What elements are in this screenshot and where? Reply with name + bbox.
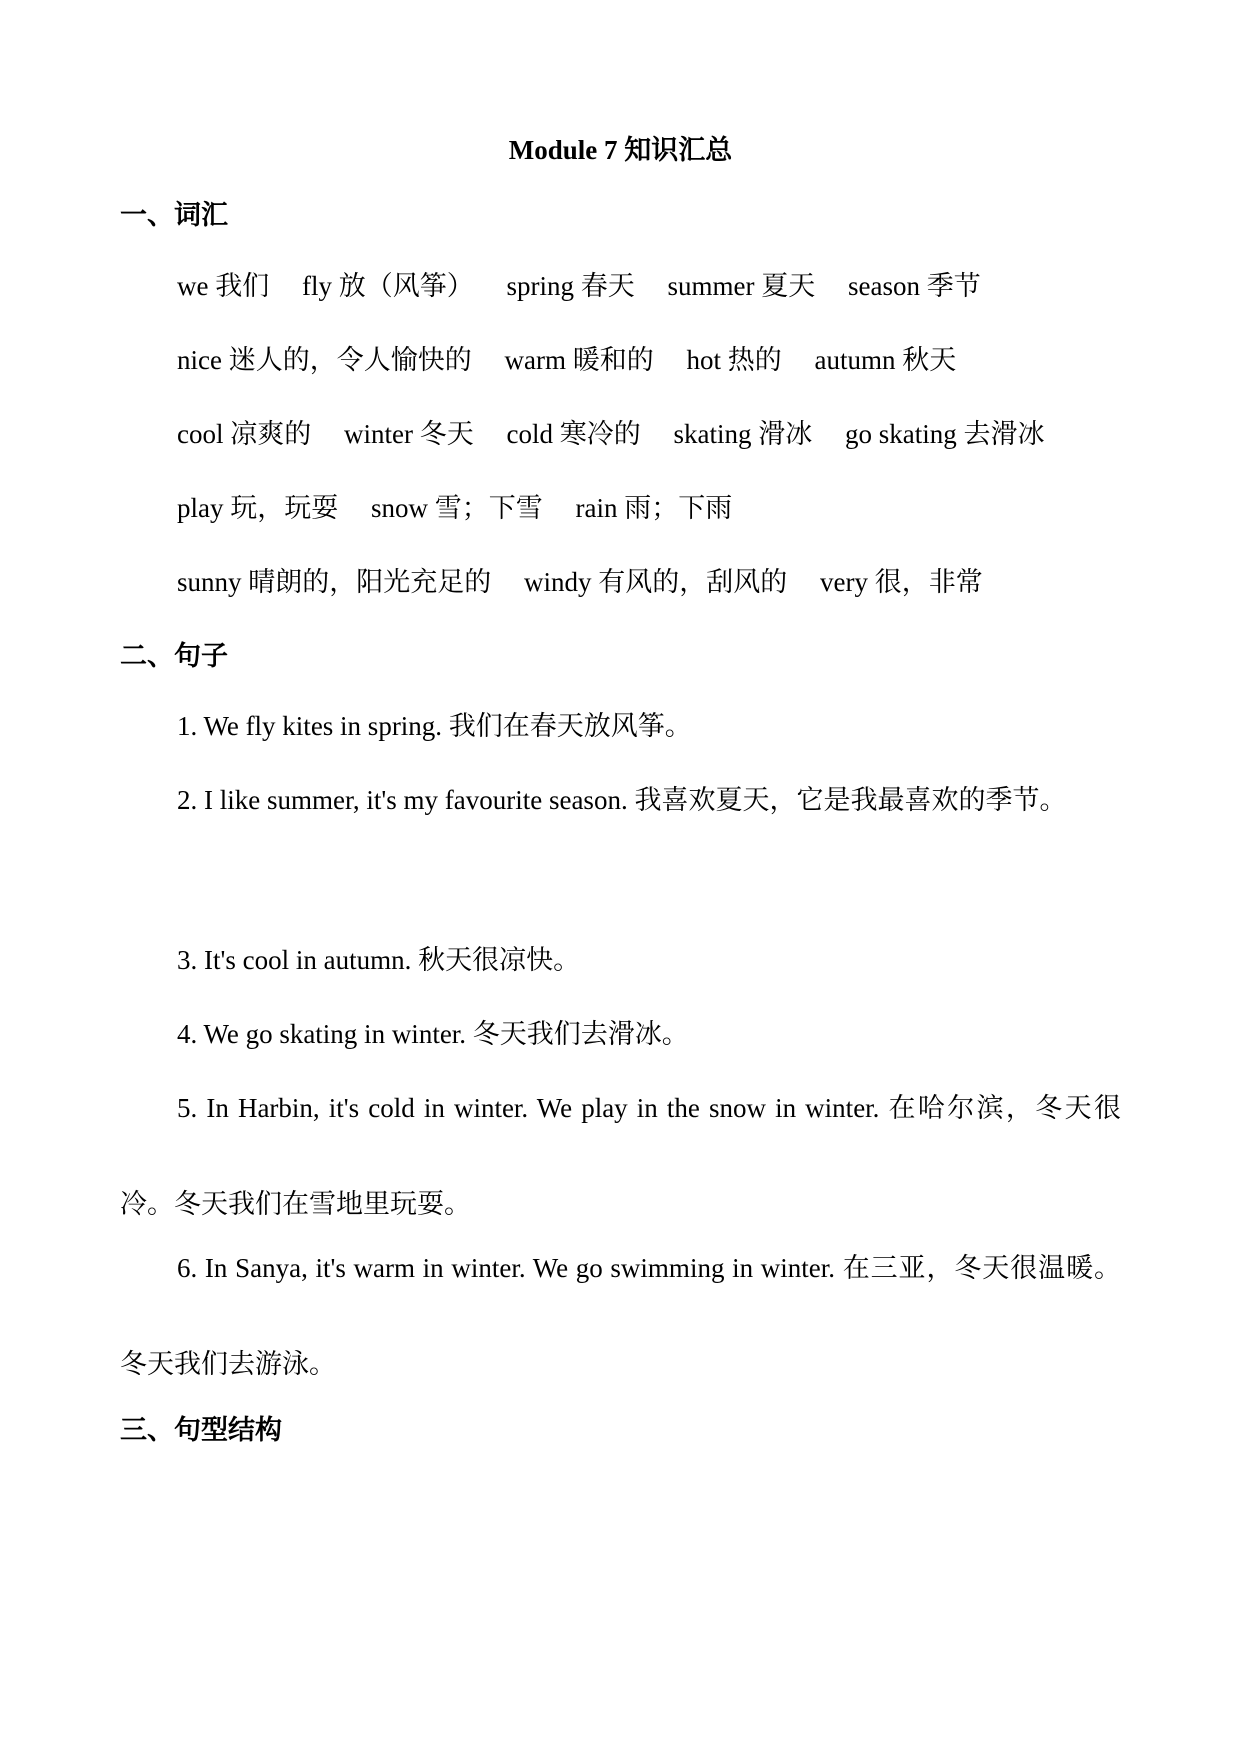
vocab-item: winter 冬天 (344, 419, 474, 449)
vocab-item: nice 迷人的，令人愉快的 (177, 345, 472, 375)
vocab-item: snow 雪；下雪 (371, 493, 543, 523)
vocab-item: cold 寒冷的 (506, 419, 641, 449)
page-title: Module 7 知识汇总 (508, 135, 733, 165)
vocab-line-1 (177, 268, 1007, 304)
vocab-item: summer 夏天 (667, 271, 816, 301)
structures-heading: 三、句型结构 (120, 1415, 282, 1445)
vocab-item: skating 滑冰 (673, 419, 813, 449)
sentences-heading: 二、句子 (120, 641, 228, 671)
vocab-item: autumn 秋天 (814, 345, 957, 375)
vocab-item: we 我们 (177, 271, 270, 301)
vocab-line-5 (177, 564, 1009, 600)
vocab-item: cool 凉爽的 (177, 419, 312, 449)
vocab-item: very 很，非常 (820, 567, 983, 597)
vocab-item: warm 暖和的 (504, 345, 654, 375)
sentence-item: 1. We fly kites in spring. 我们在春天放风筝。 (177, 711, 692, 741)
vocab-item: season 季节 (847, 271, 981, 301)
sentence-item: 6. In Sanya, it's warm in winter. We go swimming in winter. 在三亚，冬天很温暖。冬天我们去游泳。 (120, 1253, 1121, 1379)
vocab-line-3 (177, 416, 1070, 452)
sentence-item: 2. I like summer, it's my favourite season. 我喜欢夏天，它是我最喜欢的季节。 (177, 785, 1067, 815)
sentence-item: 3. It's cool in autumn. 秋天很凉快。 (177, 945, 581, 975)
vocab-item: windy 有风的，刮风的 (524, 567, 788, 597)
sentence-item: 4. We go skating in winter. 冬天我们去滑冰。 (177, 1019, 689, 1049)
vocabulary-heading: 一、词汇 (120, 200, 228, 230)
vocab-item: rain 雨；下雨 (575, 493, 733, 523)
vocab-item: hot 热的 (686, 345, 782, 375)
vocab-line-2 (177, 342, 982, 378)
vocab-line-4 (177, 490, 758, 526)
vocab-item: play 玩，玩耍 (177, 493, 339, 523)
vocab-item: spring 春天 (506, 271, 635, 301)
vocab-item: go skating 去滑冰 (844, 419, 1045, 449)
sentence-item: 5. In Harbin, it's cold in winter. We play in the snow in winter. 在哈尔滨，冬天很冷。冬天我们在雪地里玩耍。 (120, 1093, 1121, 1219)
vocab-item: sunny 晴朗的，阳光充足的 (177, 567, 492, 597)
vocab-item: fly 放（风筝） (301, 271, 474, 301)
